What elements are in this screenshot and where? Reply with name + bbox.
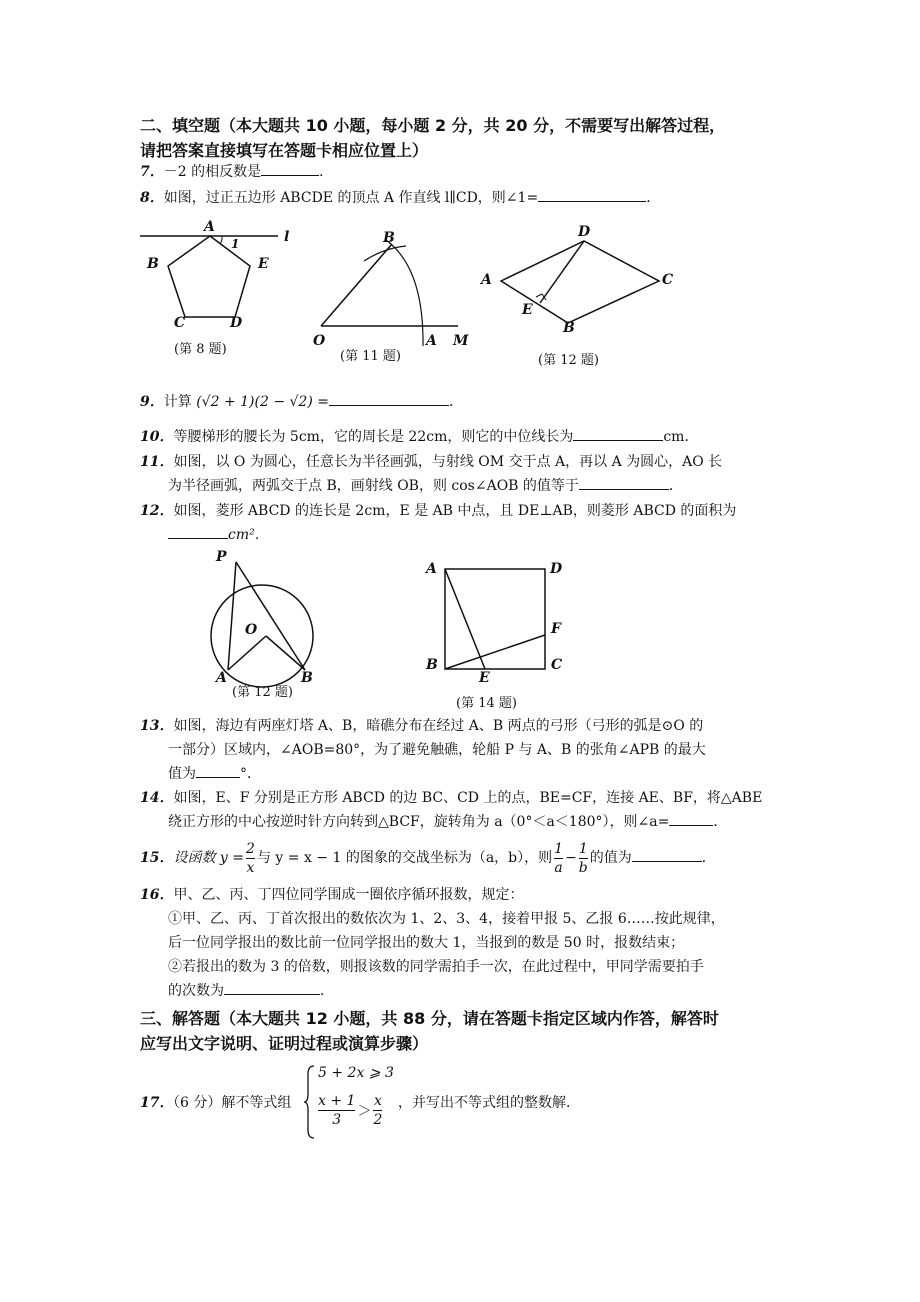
question-10-unit: cm． — [663, 429, 699, 445]
label-l: l — [284, 229, 290, 245]
question-8 — [140, 186, 790, 210]
answer-blank[interactable] — [168, 524, 228, 539]
label-A: A — [216, 670, 227, 686]
question-8-number: 8． — [140, 190, 164, 206]
answer-blank[interactable] — [329, 391, 449, 406]
figure-8-caption: (第 8 题) — [174, 342, 227, 357]
section-3-heading — [140, 1006, 790, 1056]
minus-sign: − — [565, 850, 577, 866]
fraction-2-over-x — [246, 840, 255, 877]
question-16-line-2: ①甲、乙、丙、丁首次报出的数依次为 1、2、3、4，接着甲报 5、乙报 6……按此规律， — [168, 911, 725, 927]
question-11-line-2: 为半径画弧，两弧交于点 B，画射线 OB，则 cos∠AOB 的值等于 — [168, 478, 579, 494]
figure-11-caption: (第 11 题) — [340, 349, 401, 364]
question-17 — [140, 1062, 790, 1142]
label-A: A — [481, 272, 492, 288]
fraction-denominator: 3 — [332, 1112, 342, 1128]
question-16-line-1: 甲、乙、丙、丁四位同学围成一圈依序循环报数，规定： — [173, 887, 524, 903]
question-17-number: 17． — [140, 1095, 174, 1111]
fraction-numerator: x + 1 — [318, 1093, 356, 1109]
question-7 — [140, 160, 790, 184]
label-1: 1 — [231, 237, 240, 251]
question-17-tail: ，并写出不等式组的整数解． — [398, 1095, 580, 1111]
angle-construction-figure — [316, 228, 466, 358]
question-10-number: 10． — [140, 429, 174, 445]
question-13-line-1: 如图，海边有两座灯塔 A、B，暗礁分布在经过 A、B 两点的弓形（弓形的弧是⊙O 的 — [173, 718, 704, 734]
question-9-number: 9． — [140, 394, 164, 410]
fraction-denominator: x — [246, 859, 255, 876]
label-B: B — [426, 657, 438, 673]
question-15-text-1: 设函数 y = — [173, 850, 245, 866]
greater-than-sign: ＞ — [357, 1103, 372, 1120]
question-10 — [140, 425, 790, 449]
question-9 — [140, 390, 790, 414]
label-C: C — [662, 272, 674, 288]
question-15 — [140, 838, 790, 878]
question-15-text-2: 与 y = x − 1 的图象的交战坐标为（a，b），则 — [256, 850, 553, 866]
question-11-number: 11． — [140, 454, 174, 470]
label-A: A — [426, 333, 437, 349]
fraction-numerator: 1 — [578, 840, 588, 857]
inequality-2 — [316, 1092, 384, 1129]
question-14-number: 14． — [140, 790, 174, 806]
label-B: B — [563, 320, 575, 336]
question-11 — [140, 450, 790, 498]
label-F: F — [551, 621, 561, 637]
question-12-line-1: 如图，菱形 ABCD 的连长是 2cm，E 是 AB 中点，且 DE⊥AB，则菱形 ABCD 的面积为 — [173, 503, 737, 519]
answer-blank[interactable] — [224, 980, 320, 995]
question-7-end: ． — [319, 164, 334, 180]
question-12 — [140, 499, 790, 547]
fraction-numerator: 2 — [246, 840, 255, 857]
question-14-line-1: 如图，E、F 分别是正方形 ABCD 的边 BC、CD 上的点，BE=CF，连接 AE、BF，将△ABE — [173, 790, 763, 806]
answer-blank[interactable] — [632, 847, 702, 862]
question-12-number: 12． — [140, 503, 174, 519]
answer-blank[interactable] — [261, 161, 319, 176]
label-D: D — [550, 561, 563, 577]
question-15-end: ． — [701, 850, 716, 866]
question-8-text: 如图，过正五边形 ABCDE 的顶点 A 作直线 l∥CD，则∠1= — [163, 190, 539, 206]
question-16-number: 16． — [140, 887, 174, 903]
label-P: P — [216, 549, 227, 565]
question-9-text: 计算 — [163, 394, 192, 410]
fraction-x-over-2 — [373, 1092, 382, 1129]
brace-icon — [304, 1064, 316, 1140]
question-14 — [140, 786, 790, 834]
question-9-expression: (√2 + 1)(2 − √2) = — [196, 394, 329, 410]
label-B: B — [301, 670, 313, 686]
question-14-end: ． — [713, 814, 728, 830]
label-A: A — [426, 561, 437, 577]
question-13-line-3: 值为 — [168, 766, 196, 782]
figure-12b-caption: (第 12 题) — [232, 685, 293, 700]
fraction-denominator: b — [578, 859, 588, 876]
question-16-line-4: ②若报出的数为 3 的倍数，则报该数的同学需拍手一次，在此过程中，甲同学需要拍手 — [168, 959, 704, 975]
answer-blank[interactable] — [196, 763, 240, 778]
fraction-denominator: 2 — [373, 1112, 383, 1128]
section-2-line-1: 二、填空题（本大题共 10 小题，每小题 2 分，共 20 分，不需要写出解答过程， — [140, 116, 726, 135]
question-9-end: ． — [448, 394, 463, 410]
question-7-number: 7． — [140, 164, 164, 180]
question-13-number: 13． — [140, 718, 174, 734]
question-11-line-1: 如图，以 O 为圆心，任意长为半径画弧，与射线 OM 交于点 A，再以 A 为圆心，AO 长 — [173, 454, 723, 470]
fraction-numerator: x — [373, 1093, 382, 1109]
label-E: E — [479, 670, 490, 686]
label-A: A — [204, 219, 215, 235]
question-7-text: －2 的相反数是 — [163, 164, 262, 180]
answer-blank[interactable] — [573, 426, 663, 441]
label-O: O — [245, 622, 258, 638]
fraction-numerator: 1 — [554, 840, 564, 857]
fraction-1-over-b — [579, 840, 588, 877]
inequality-1: 5 + 2x ⩾ 3 — [318, 1065, 394, 1081]
section-3-line-1: 三、解答题（本大题共 12 小题，共 88 分，请在答题卡指定区域内作答，解答时 — [140, 1009, 719, 1028]
label-C: C — [174, 315, 186, 331]
section-2-line-2: 请把答案直接填写在答题卡相应位置上） — [140, 141, 429, 160]
question-15-number: 15． — [140, 850, 174, 866]
question-16-line-5: 的次数为 — [168, 983, 224, 999]
square-figure — [440, 564, 550, 674]
label-B: B — [147, 256, 159, 272]
label-O: O — [313, 333, 326, 349]
question-15-text-3: 的值为 — [589, 850, 632, 866]
fraction-1-over-a — [554, 840, 563, 877]
figure-12-caption: (第 12 题) — [538, 353, 599, 368]
question-16-line-3: 后一位同学报出的数比前一位同学报出的数大 1，当报到的数是 50 时，报数结束； — [168, 935, 685, 951]
question-13-line-2: 一部分）区域内，∠AOB=80°，为了避免触礁，轮船 P 与 A、B 的张角∠APB 的最大 — [168, 742, 706, 758]
label-E: E — [258, 256, 269, 272]
figure-14-caption: (第 14 题) — [456, 696, 517, 711]
question-16 — [140, 883, 790, 1003]
rhombus-figure — [496, 236, 676, 336]
fraction-denominator: a — [554, 859, 563, 876]
label-D: D — [230, 315, 243, 331]
label-B: B — [383, 230, 395, 246]
circle-figure — [206, 556, 326, 686]
question-12-unit: cm²． — [228, 527, 269, 543]
question-14-line-2: 绕正方形的中心按逆时针方向转到△BCF，旋转角为 a（0°＜a＜180°），则∠a= — [168, 814, 670, 830]
label-E: E — [522, 302, 533, 318]
question-17-text: （6 分）解不等式组 — [166, 1095, 292, 1111]
section-3-line-2: 应写出文字说明、证明过程或演算步骤） — [140, 1034, 429, 1053]
answer-blank[interactable] — [579, 475, 669, 490]
section-2-heading — [140, 113, 790, 163]
question-13 — [140, 714, 790, 786]
question-13-degree: °． — [240, 766, 261, 782]
question-10-text: 等腰梯形的腰长为 5cm，它的周长是 22cm，则它的中位线长为 — [173, 429, 574, 445]
label-M: M — [453, 333, 469, 349]
question-11-end: ． — [668, 478, 683, 494]
label-D: D — [578, 224, 591, 240]
question-16-end: ． — [320, 983, 334, 999]
label-C: C — [551, 657, 563, 673]
answer-blank[interactable] — [669, 811, 713, 826]
answer-blank[interactable] — [538, 187, 646, 202]
fraction-x-plus-1-over-3 — [318, 1092, 355, 1129]
question-8-end: ． — [646, 190, 661, 206]
